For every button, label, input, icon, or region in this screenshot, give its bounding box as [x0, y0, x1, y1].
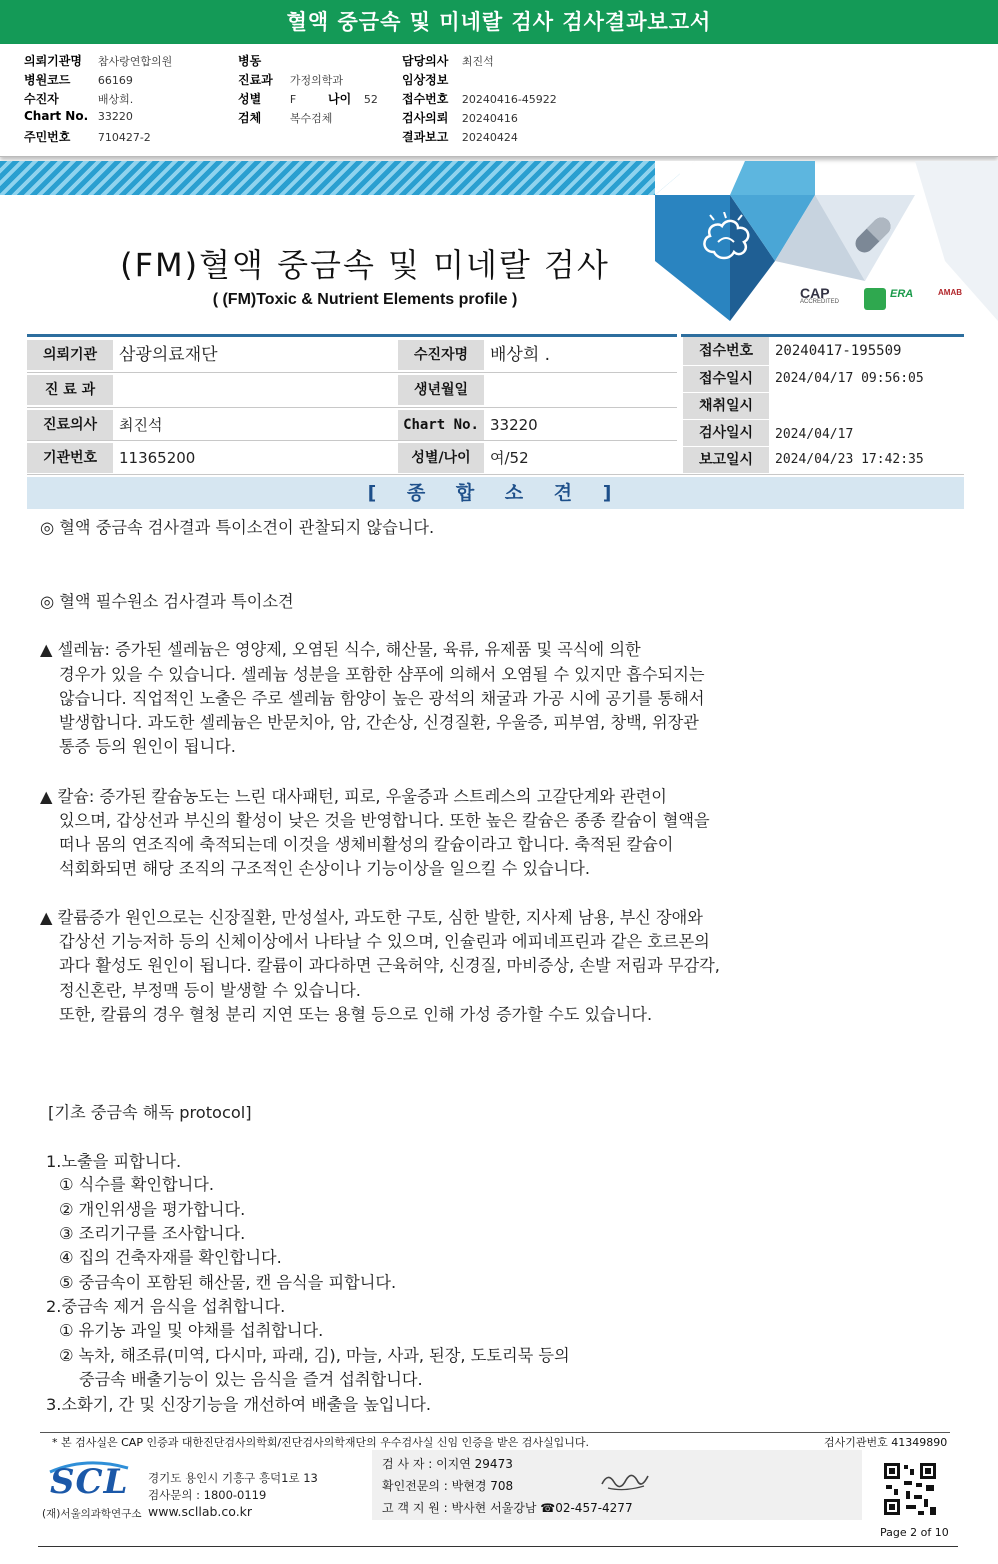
summary-line: 있으며, 갑상선과 부신의 활성이 낮은 것을 반영합니다. 또한 높은 칼슘은 종종 칼슘이 혈액을 — [59, 811, 710, 830]
staff-line: 확인전문의 : 박현경 708 — [382, 1479, 514, 1493]
info-label: 검사일시 — [683, 420, 769, 446]
header-field: Chart No. 33220 — [24, 109, 133, 123]
era-logo: ERA — [890, 288, 914, 300]
summary-line: 2.중금속 제거 음식을 섭취합니다. — [46, 1297, 286, 1316]
summary-line: 떠나 몸의 연조직에 축적되는데 이것을 생체비활성의 칼슘이라고 합니다. 축적된 칼슘이 — [59, 835, 674, 854]
org-website: www.scllab.co.kr — [148, 1504, 253, 1519]
table-row-divider — [27, 440, 677, 441]
summary-line: 또한, 칼륨의 경우 혈청 분리 지연 또는 용혈 등으로 인해 가성 증가할 수도 있습니다. — [59, 1005, 653, 1024]
summary-line: ③ 조리기구를 조사합니다. — [59, 1224, 246, 1243]
info-label: 기관번호 — [27, 443, 113, 473]
staff-line: 고 객 지 원 : 박사현 서울강남 ☎02-457-4277 — [382, 1501, 633, 1515]
header-field: 주민번호 710427-2 — [24, 130, 151, 144]
signature-icon — [598, 1468, 652, 1494]
summary-line: 중금속 배출기능이 있는 음식을 즐겨 섭취합니다. — [79, 1370, 423, 1389]
summary-line: ② 개인위생을 평가합니다. — [59, 1200, 246, 1219]
summary-line: ① 유기농 과일 및 야채를 섭취합니다. — [59, 1321, 324, 1340]
summary-line: 갑상선 기능저하 등의 신체이상에서 나타날 수 있으며, 인슐린과 에피네프린과 같은 호르몬의 — [59, 932, 710, 951]
info-label: Chart No. — [398, 410, 484, 440]
info-value: 최진석 — [119, 416, 163, 434]
summary-line: 3.소화기, 간 및 신장기능을 개선하여 배출을 높입니다. — [46, 1395, 431, 1414]
header-field: 의뢰기관명 참사랑연합의원 — [24, 54, 173, 68]
header-field: 임상정보 — [402, 73, 449, 87]
summary-line: ▲ 칼슘: 증가된 칼슘농도는 느린 대사패턴, 피로, 우울증과 스트레스의 고갈단계와 관련이 — [40, 787, 667, 806]
amab-logo: AMAB — [938, 288, 962, 297]
qr-code-icon — [882, 1461, 938, 1517]
info-label: 의뢰기관 — [27, 340, 113, 370]
header-field: 담당의사 최진석 — [402, 54, 494, 68]
summary-line: ④ 집의 건축자재를 확인합니다. — [59, 1248, 282, 1267]
summary-line: 않습니다. 직업적인 노출은 주로 셀레늄 함양이 높은 광석의 채굴과 가공 시에 공기를 통해서 — [59, 689, 705, 708]
table-row-divider — [27, 407, 677, 408]
info-label: 수진자명 — [398, 340, 484, 370]
summary-line: 통증 등의 원인이 됩니다. — [59, 737, 236, 756]
summary-line: ⑤ 중금속이 포함된 해산물, 캔 음식을 피합니다. — [59, 1273, 397, 1292]
summary-line: ▲ 셀레늄: 증가된 셀레늄은 영양제, 오염된 식수, 해산물, 육류, 유제품 및 곡식에 의한 — [40, 640, 641, 659]
summary-line: ① 식수를 확인합니다. — [59, 1175, 215, 1194]
info-label: 생년월일 — [398, 375, 484, 405]
header-field: 병원코드 66169 — [24, 73, 133, 87]
header-field: 결과보고 20240424 — [402, 130, 518, 144]
summary-line: 과다 활성도 원인이 됩니다. 칼륨이 과다하면 근육허약, 신경질, 마비증상, 손발 저림과 무감각, — [59, 956, 720, 975]
decorative-stripe — [0, 161, 680, 195]
summary-line: 경우가 있을 수 있습니다. 셀레늄 성분을 포함한 샴푸에 의해서 오염될 수 있지만 흡수되지는 — [59, 665, 705, 684]
header-field: 접수번호 20240416-45922 — [402, 92, 557, 106]
capsule-icon — [848, 210, 898, 260]
summary-line: 발생합니다. 과도한 셀레늄은 반문치아, 암, 간손상, 신경질환, 우울증, 피부염, 창백, 위장관 — [59, 713, 699, 732]
info-label: 진료의사 — [27, 410, 113, 440]
table-row-divider — [27, 474, 964, 475]
summary-line: ▲ 칼륨증가 원인으로는 신장질환, 만성설사, 과도한 구토, 심한 발한, 지사제 남용, 부신 장애와 — [40, 908, 703, 927]
cap-logo: CAP ACCREDITED — [800, 285, 840, 305]
summary-line: 정신혼란, 부정맥 등이 발생할 수 있습니다. — [59, 981, 361, 1000]
info-value: 20240417-195509 — [775, 343, 902, 359]
info-label: 진 료 과 — [27, 375, 113, 405]
report-title: (FM)혈액 중금속 및 미네랄 검사 — [120, 246, 610, 284]
footer-divider — [40, 1432, 950, 1433]
report-header-title: 혈액 중금속 및 미네랄 검사 검사결과보고서 — [0, 0, 998, 44]
info-label: 접수번호 — [683, 337, 769, 365]
summary-line: ② 녹차, 해조류(미역, 다시마, 파래, 김), 마늘, 사과, 된장, 도토리묵 등의 — [59, 1346, 570, 1365]
report-header-info — [0, 44, 998, 157]
info-value: 11365200 — [119, 449, 196, 467]
footer-bottom-line — [38, 1546, 958, 1547]
info-label: 채취일시 — [683, 393, 769, 419]
staff-line: 검 사 자 : 이지연 29473 — [382, 1457, 513, 1471]
info-value: 2024/04/23 17:42:35 — [775, 452, 924, 467]
info-value: 배상희 . — [490, 345, 551, 365]
org-name: (재)서울의과학연구소 — [42, 1508, 142, 1520]
report-subtitle: ( (FM)Toxic & Nutrient Elements profile ) — [212, 291, 518, 308]
info-value — [113, 375, 399, 405]
info-value: 33220 — [490, 416, 538, 434]
summary-line: ◎ 혈액 필수원소 검사결과 특이소견 — [40, 592, 294, 611]
scl-logo: SCL — [50, 1462, 129, 1502]
org-address: 경기도 용인시 기흥구 흥덕1로 13 — [148, 1471, 318, 1485]
summary-heading: [ 종 합 소 견 ] — [27, 477, 964, 509]
table-row-divider — [27, 372, 677, 373]
info-label: 접수일시 — [683, 366, 769, 392]
info-label: 성별/나이 — [398, 443, 484, 473]
table-top-border — [27, 334, 677, 337]
header-field: 성별 F — [238, 92, 297, 106]
header-field: 병동 — [238, 54, 262, 68]
summary-line: [기초 중금속 해독 protocol] — [48, 1103, 252, 1122]
page-number: Page 2 of 10 — [880, 1526, 949, 1539]
footer-note: * 본 검사실은 CAP 인증과 대한진단검사의학회/진단검사의학재단의 우수검사실 신임 인증을 받은 검사실입니다. — [52, 1436, 590, 1449]
summary-line: 1.노출을 피합니다. — [46, 1152, 182, 1171]
info-value: 2024/04/17 — [775, 427, 854, 442]
lm-logo-icon — [864, 288, 886, 310]
summary-line: ◎ 혈액 중금속 검사결과 특이소견이 관찰되지 않습니다. — [40, 518, 435, 537]
info-label: 보고일시 — [683, 447, 769, 473]
info-value: 여/52 — [490, 449, 529, 467]
info-value — [769, 393, 965, 419]
header-field: 진료과 가정의학과 — [238, 73, 343, 87]
header-field: 검체 복수검체 — [238, 111, 333, 125]
summary-line: 석회화되면 해당 조직의 구조적인 손상이나 기능이상을 일으킬 수 있습니다. — [59, 859, 591, 878]
info-value: 삼광의료재단 — [119, 345, 218, 365]
info-value — [484, 375, 680, 405]
footer-registration: 검사기관번호 41349890 — [824, 1436, 948, 1449]
header-field: 수진자 배상희. — [24, 92, 134, 106]
org-phone: 검사문의 : 1800-0119 — [148, 1488, 267, 1502]
info-value: 2024/04/17 09:56:05 — [775, 371, 924, 386]
header-field: 나이 52 — [328, 92, 378, 106]
header-field: 검사의뢰 20240416 — [402, 111, 518, 125]
